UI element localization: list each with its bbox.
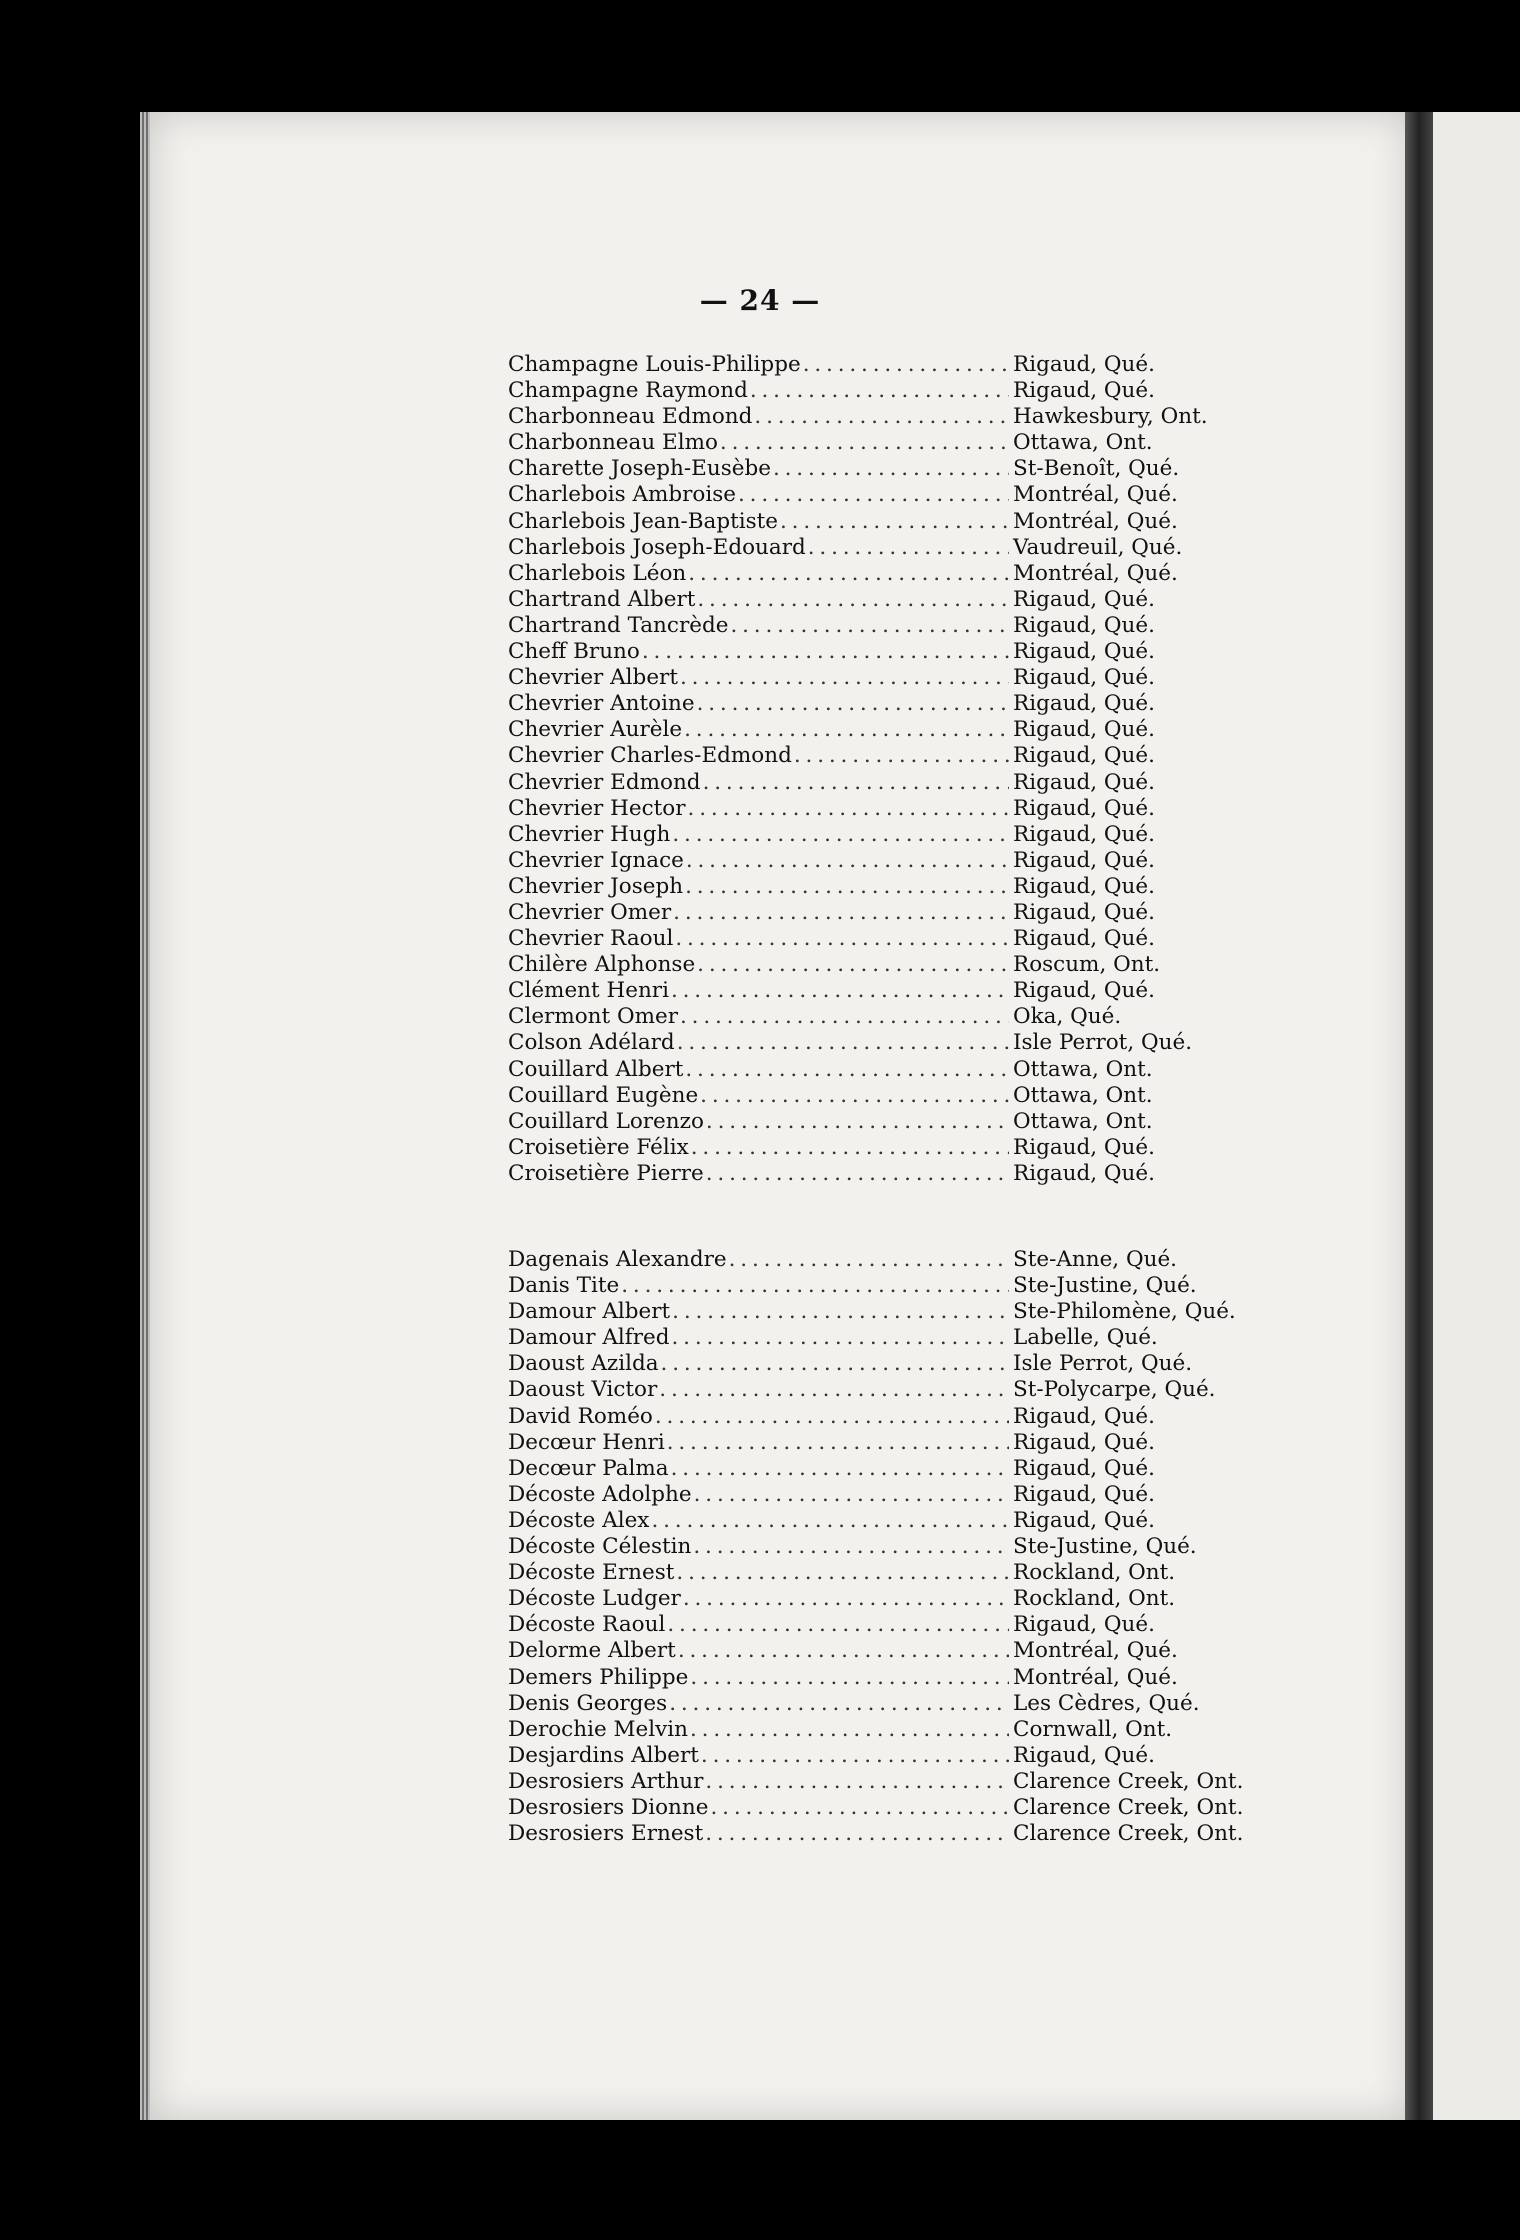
entry-name: David Roméo	[508, 1403, 653, 1429]
entry-name: Demers Philippe	[508, 1664, 689, 1690]
entry-place: Montréal, Qué.	[1013, 1664, 1178, 1690]
entry-name: Chevrier Ignace	[508, 847, 684, 873]
dot-leader	[697, 952, 1009, 978]
list-entry	[508, 482, 1248, 508]
list-entry	[508, 352, 1248, 378]
dot-leader	[706, 1109, 1009, 1135]
entry-name: Croisetière Félix	[508, 1134, 689, 1160]
list-entry	[508, 509, 1248, 535]
dot-leader	[808, 535, 1009, 561]
dot-leader	[710, 1795, 1009, 1821]
entry-name: Décoste Ludger	[508, 1586, 681, 1612]
dot-leader	[676, 1560, 1009, 1586]
list-entry	[508, 1586, 1248, 1612]
entry-name: Chevrier Hector	[508, 795, 686, 821]
dot-leader	[794, 743, 1009, 769]
entry-place: Isle Perrot, Qué.	[1013, 1351, 1193, 1377]
dot-leader	[642, 639, 1009, 665]
dot-leader	[659, 1377, 1009, 1403]
dot-leader	[678, 1638, 1009, 1664]
dot-leader	[661, 1351, 1009, 1377]
entry-place: Oka, Qué.	[1013, 1004, 1122, 1030]
list-entry	[508, 1299, 1248, 1325]
entry-name: Couillard Lorenzo	[508, 1108, 704, 1134]
dot-leader	[780, 509, 1009, 535]
list-entry	[508, 770, 1248, 796]
dot-leader	[651, 1508, 1009, 1534]
entry-name: Derochie Melvin	[508, 1716, 688, 1742]
dot-leader	[738, 482, 1009, 508]
dot-leader	[754, 404, 1009, 430]
list-entry	[508, 1560, 1248, 1586]
entry-place: Rockland, Ont.	[1013, 1586, 1176, 1612]
dot-leader	[669, 1691, 1009, 1717]
entry-place: Rigaud, Qué.	[1013, 1612, 1155, 1638]
entry-place: Cornwall, Ont.	[1013, 1716, 1173, 1742]
list-entry	[508, 456, 1248, 482]
list-entry	[508, 1083, 1248, 1109]
dot-leader	[700, 1083, 1009, 1109]
dot-leader	[672, 822, 1009, 848]
dot-leader	[685, 1057, 1009, 1083]
entry-place: Rigaud, Qué.	[1013, 639, 1155, 665]
list-entry	[508, 1665, 1248, 1691]
entry-name: Charlebois Joseph-Edouard	[508, 534, 806, 560]
entry-place: Rigaud, Qué.	[1013, 1507, 1155, 1533]
entry-name: Décoste Célestin	[508, 1534, 692, 1560]
entry-name: Chartrand Tancrède	[508, 612, 729, 638]
dot-leader	[730, 613, 1009, 639]
entry-name: Chevrier Hugh	[508, 821, 671, 847]
facing-page-edge	[1433, 112, 1520, 2120]
list-entry	[508, 717, 1248, 743]
entry-name: Charlebois Léon	[508, 560, 687, 586]
list-entry	[508, 1456, 1248, 1482]
list-entry	[508, 1717, 1248, 1743]
entry-place: St-Benoît, Qué.	[1013, 456, 1180, 482]
dot-leader	[686, 848, 1009, 874]
entry-place: Rigaud, Qué.	[1013, 1403, 1155, 1429]
entry-name: Décoste Raoul	[508, 1612, 666, 1638]
entry-name: Desjardins Albert	[508, 1742, 699, 1768]
entry-name: Desrosiers Arthur	[508, 1768, 704, 1794]
entry-place: Ste-Philomène, Qué.	[1013, 1299, 1236, 1325]
list-entry	[508, 1482, 1248, 1508]
list-entry	[508, 1430, 1248, 1456]
list-entry	[508, 1377, 1248, 1403]
dot-leader	[677, 1030, 1009, 1056]
dot-leader	[655, 1404, 1009, 1430]
entry-name: Décoste Ernest	[508, 1560, 675, 1586]
entry-place: Rigaud, Qué.	[1013, 378, 1155, 404]
list-entry	[508, 1534, 1248, 1560]
entry-place: Ottawa, Ont.	[1013, 1108, 1153, 1134]
entry-name: Decœur Palma	[508, 1455, 669, 1481]
entry-place: Rigaud, Qué.	[1013, 691, 1155, 717]
entry-name: Daoust Victor	[508, 1377, 658, 1403]
list-entry	[508, 404, 1248, 430]
entry-name: Chevrier Raoul	[508, 926, 674, 952]
name-list-d	[508, 1247, 1248, 1847]
dot-leader	[671, 978, 1009, 1004]
list-entry	[508, 1161, 1248, 1187]
dot-leader	[773, 456, 1009, 482]
entry-name: Chevrier Antoine	[508, 691, 695, 717]
list-entry	[508, 978, 1248, 1004]
entry-name: Clermont Omer	[508, 1004, 678, 1030]
list-entry	[508, 613, 1248, 639]
entry-place: Rigaud, Qué.	[1013, 1742, 1155, 1768]
entry-place: Rigaud, Qué.	[1013, 743, 1155, 769]
dot-leader	[703, 770, 1009, 796]
entry-place: Montréal, Qué.	[1013, 508, 1178, 534]
entry-place: Vaudreuil, Qué.	[1013, 534, 1183, 560]
list-entry	[508, 848, 1248, 874]
entry-place: Ste-Justine, Qué.	[1013, 1273, 1197, 1299]
dot-leader	[697, 691, 1009, 717]
dot-leader	[684, 717, 1009, 743]
entry-place: Les Cèdres, Qué.	[1013, 1690, 1200, 1716]
list-entry	[508, 1821, 1248, 1847]
entry-name: Daoust Azilda	[508, 1351, 659, 1377]
entry-name: Decœur Henri	[508, 1429, 665, 1455]
entry-place: Rigaud, Qué.	[1013, 612, 1155, 638]
entry-place: Isle Perrot, Qué.	[1013, 1030, 1193, 1056]
entry-place: Rigaud, Qué.	[1013, 1481, 1155, 1507]
entry-place: Montréal, Qué.	[1013, 1638, 1178, 1664]
dot-leader	[693, 1534, 1009, 1560]
entry-place: Rigaud, Qué.	[1013, 1455, 1155, 1481]
entry-name: Couillard Eugène	[508, 1082, 699, 1108]
dot-leader	[688, 561, 1009, 587]
entry-name: Charbonneau Elmo	[508, 430, 718, 456]
dot-leader	[705, 1769, 1009, 1795]
dot-leader	[673, 900, 1009, 926]
entry-name: Chevrier Charles-Edmond	[508, 743, 792, 769]
entry-place: Montréal, Qué.	[1013, 482, 1178, 508]
entry-name: Damour Albert	[508, 1299, 671, 1325]
entry-name: Denis Georges	[508, 1690, 668, 1716]
entry-name: Chartrand Albert	[508, 586, 696, 612]
book-spine	[1405, 112, 1433, 2120]
entry-name: Cheff Bruno	[508, 639, 640, 665]
list-entry	[508, 639, 1248, 665]
dot-leader	[675, 926, 1009, 952]
entry-name: Desrosiers Ernest	[508, 1821, 704, 1847]
entry-place: Roscum, Ont.	[1013, 952, 1161, 978]
entry-place: Rigaud, Qué.	[1013, 1160, 1155, 1186]
entry-name: Chevrier Joseph	[508, 873, 684, 899]
entry-place: St-Polycarpe, Qué.	[1013, 1377, 1216, 1403]
entry-place: Montréal, Qué.	[1013, 560, 1178, 586]
list-entry	[508, 743, 1248, 769]
entry-place: Clarence Creek, Ont.	[1013, 1768, 1244, 1794]
list-entry	[508, 900, 1248, 926]
entry-place: Ottawa, Ont.	[1013, 1082, 1153, 1108]
dot-leader	[685, 874, 1009, 900]
dot-leader	[683, 1586, 1009, 1612]
dot-leader	[688, 796, 1009, 822]
dot-leader	[667, 1612, 1009, 1638]
list-entry	[508, 691, 1248, 717]
list-entry	[508, 1030, 1248, 1056]
list-entry	[508, 1351, 1248, 1377]
list-entry	[508, 1273, 1248, 1299]
dot-leader	[690, 1717, 1009, 1743]
page-number: — 24 —	[699, 284, 821, 317]
entry-place: Rigaud, Qué.	[1013, 769, 1155, 795]
dot-leader	[694, 1482, 1009, 1508]
list-entry	[508, 378, 1248, 404]
entry-name: Chevrier Edmond	[508, 769, 701, 795]
entry-place: Ste-Anne, Qué.	[1013, 1247, 1178, 1272]
entry-place: Rigaud, Qué.	[1013, 586, 1155, 612]
dot-leader	[690, 1665, 1009, 1691]
entry-place: Rigaud, Qué.	[1013, 821, 1155, 847]
entry-place: Rigaud, Qué.	[1013, 1134, 1155, 1160]
dot-leader	[706, 1161, 1009, 1187]
entry-name: Dagenais Alexandre	[508, 1247, 727, 1272]
list-entry	[508, 1769, 1248, 1795]
entry-name: Colson Adélard	[508, 1030, 675, 1056]
list-entry	[508, 430, 1248, 456]
entry-place: Clarence Creek, Ont.	[1013, 1794, 1244, 1820]
entry-place: Rigaud, Qué.	[1013, 795, 1155, 821]
entry-place: Ottawa, Ont.	[1013, 1056, 1153, 1082]
list-entry	[508, 1638, 1248, 1664]
entry-place: Rigaud, Qué.	[1013, 978, 1155, 1004]
list-entry	[508, 665, 1248, 691]
entry-place: Hawkesbury, Ont.	[1013, 404, 1208, 430]
list-entry	[508, 1247, 1248, 1273]
dot-leader	[680, 1004, 1009, 1030]
list-entry	[508, 1004, 1248, 1030]
entry-place: Ste-Justine, Qué.	[1013, 1534, 1197, 1560]
dot-leader	[671, 1456, 1009, 1482]
dot-leader	[803, 352, 1009, 378]
list-entry	[508, 874, 1248, 900]
dot-leader	[667, 1430, 1009, 1456]
entry-name: Couillard Albert	[508, 1056, 684, 1082]
entry-name: Décoste Adolphe	[508, 1481, 692, 1507]
entry-name: Chevrier Aurèle	[508, 717, 683, 743]
entry-name: Champagne Louis-Philippe	[508, 352, 801, 377]
entry-name: Champagne Raymond	[508, 378, 748, 404]
list-entry	[508, 1612, 1248, 1638]
dot-leader	[697, 587, 1009, 613]
entry-place: Rigaud, Qué.	[1013, 717, 1155, 743]
entry-place: Rigaud, Qué.	[1013, 352, 1155, 377]
entry-name: Charlebois Ambroise	[508, 482, 736, 508]
entry-name: Clément Henri	[508, 978, 669, 1004]
entry-name: Desrosiers Dionne	[508, 1794, 709, 1820]
dot-leader	[691, 1135, 1009, 1161]
name-list-c	[508, 352, 1248, 1187]
entry-place: Rigaud, Qué.	[1013, 1429, 1155, 1455]
dot-leader	[720, 430, 1009, 456]
list-entry	[508, 926, 1248, 952]
list-entry	[508, 1743, 1248, 1769]
list-entry	[508, 535, 1248, 561]
entry-name: Croisetière Pierre	[508, 1160, 704, 1186]
list-entry	[508, 1508, 1248, 1534]
list-entry	[508, 1109, 1248, 1135]
list-entry	[508, 561, 1248, 587]
list-entry	[508, 1691, 1248, 1717]
entry-place: Rigaud, Qué.	[1013, 665, 1155, 691]
list-entry	[508, 822, 1248, 848]
list-entry	[508, 1325, 1248, 1351]
entry-name: Charbonneau Edmond	[508, 404, 753, 430]
entry-name: Chevrier Omer	[508, 899, 672, 925]
entry-name: Damour Alfred	[508, 1325, 670, 1351]
entry-name: Décoste Alex	[508, 1507, 650, 1533]
list-entry	[508, 952, 1248, 978]
entry-place: Rigaud, Qué.	[1013, 873, 1155, 899]
dot-leader	[750, 378, 1009, 404]
entry-name: Danis Tite	[508, 1273, 620, 1299]
dot-leader	[729, 1247, 1009, 1273]
entry-place: Clarence Creek, Ont.	[1013, 1821, 1244, 1847]
dot-leader	[671, 1325, 1009, 1351]
entry-place: Rigaud, Qué.	[1013, 899, 1155, 925]
entry-name: Charette Joseph-Eusèbe	[508, 456, 771, 482]
entry-place: Labelle, Qué.	[1013, 1325, 1158, 1351]
list-entry	[508, 796, 1248, 822]
entry-name: Charlebois Jean-Baptiste	[508, 508, 779, 534]
entry-place: Rigaud, Qué.	[1013, 847, 1155, 873]
entry-place: Rockland, Ont.	[1013, 1560, 1176, 1586]
entry-name: Delorme Albert	[508, 1638, 676, 1664]
dot-leader	[680, 665, 1009, 691]
entry-place: Ottawa, Ont.	[1013, 430, 1153, 456]
list-entry	[508, 1057, 1248, 1083]
list-entry	[508, 587, 1248, 613]
list-entry	[508, 1404, 1248, 1430]
list-entry	[508, 1135, 1248, 1161]
entry-name: Chilère Alphonse	[508, 952, 696, 978]
entry-name: Chevrier Albert	[508, 665, 678, 691]
entry-place: Rigaud, Qué.	[1013, 926, 1155, 952]
dot-leader	[621, 1273, 1009, 1299]
dot-leader	[705, 1821, 1009, 1847]
dot-leader	[672, 1299, 1009, 1325]
list-entry	[508, 1795, 1248, 1821]
dot-leader	[701, 1743, 1009, 1769]
